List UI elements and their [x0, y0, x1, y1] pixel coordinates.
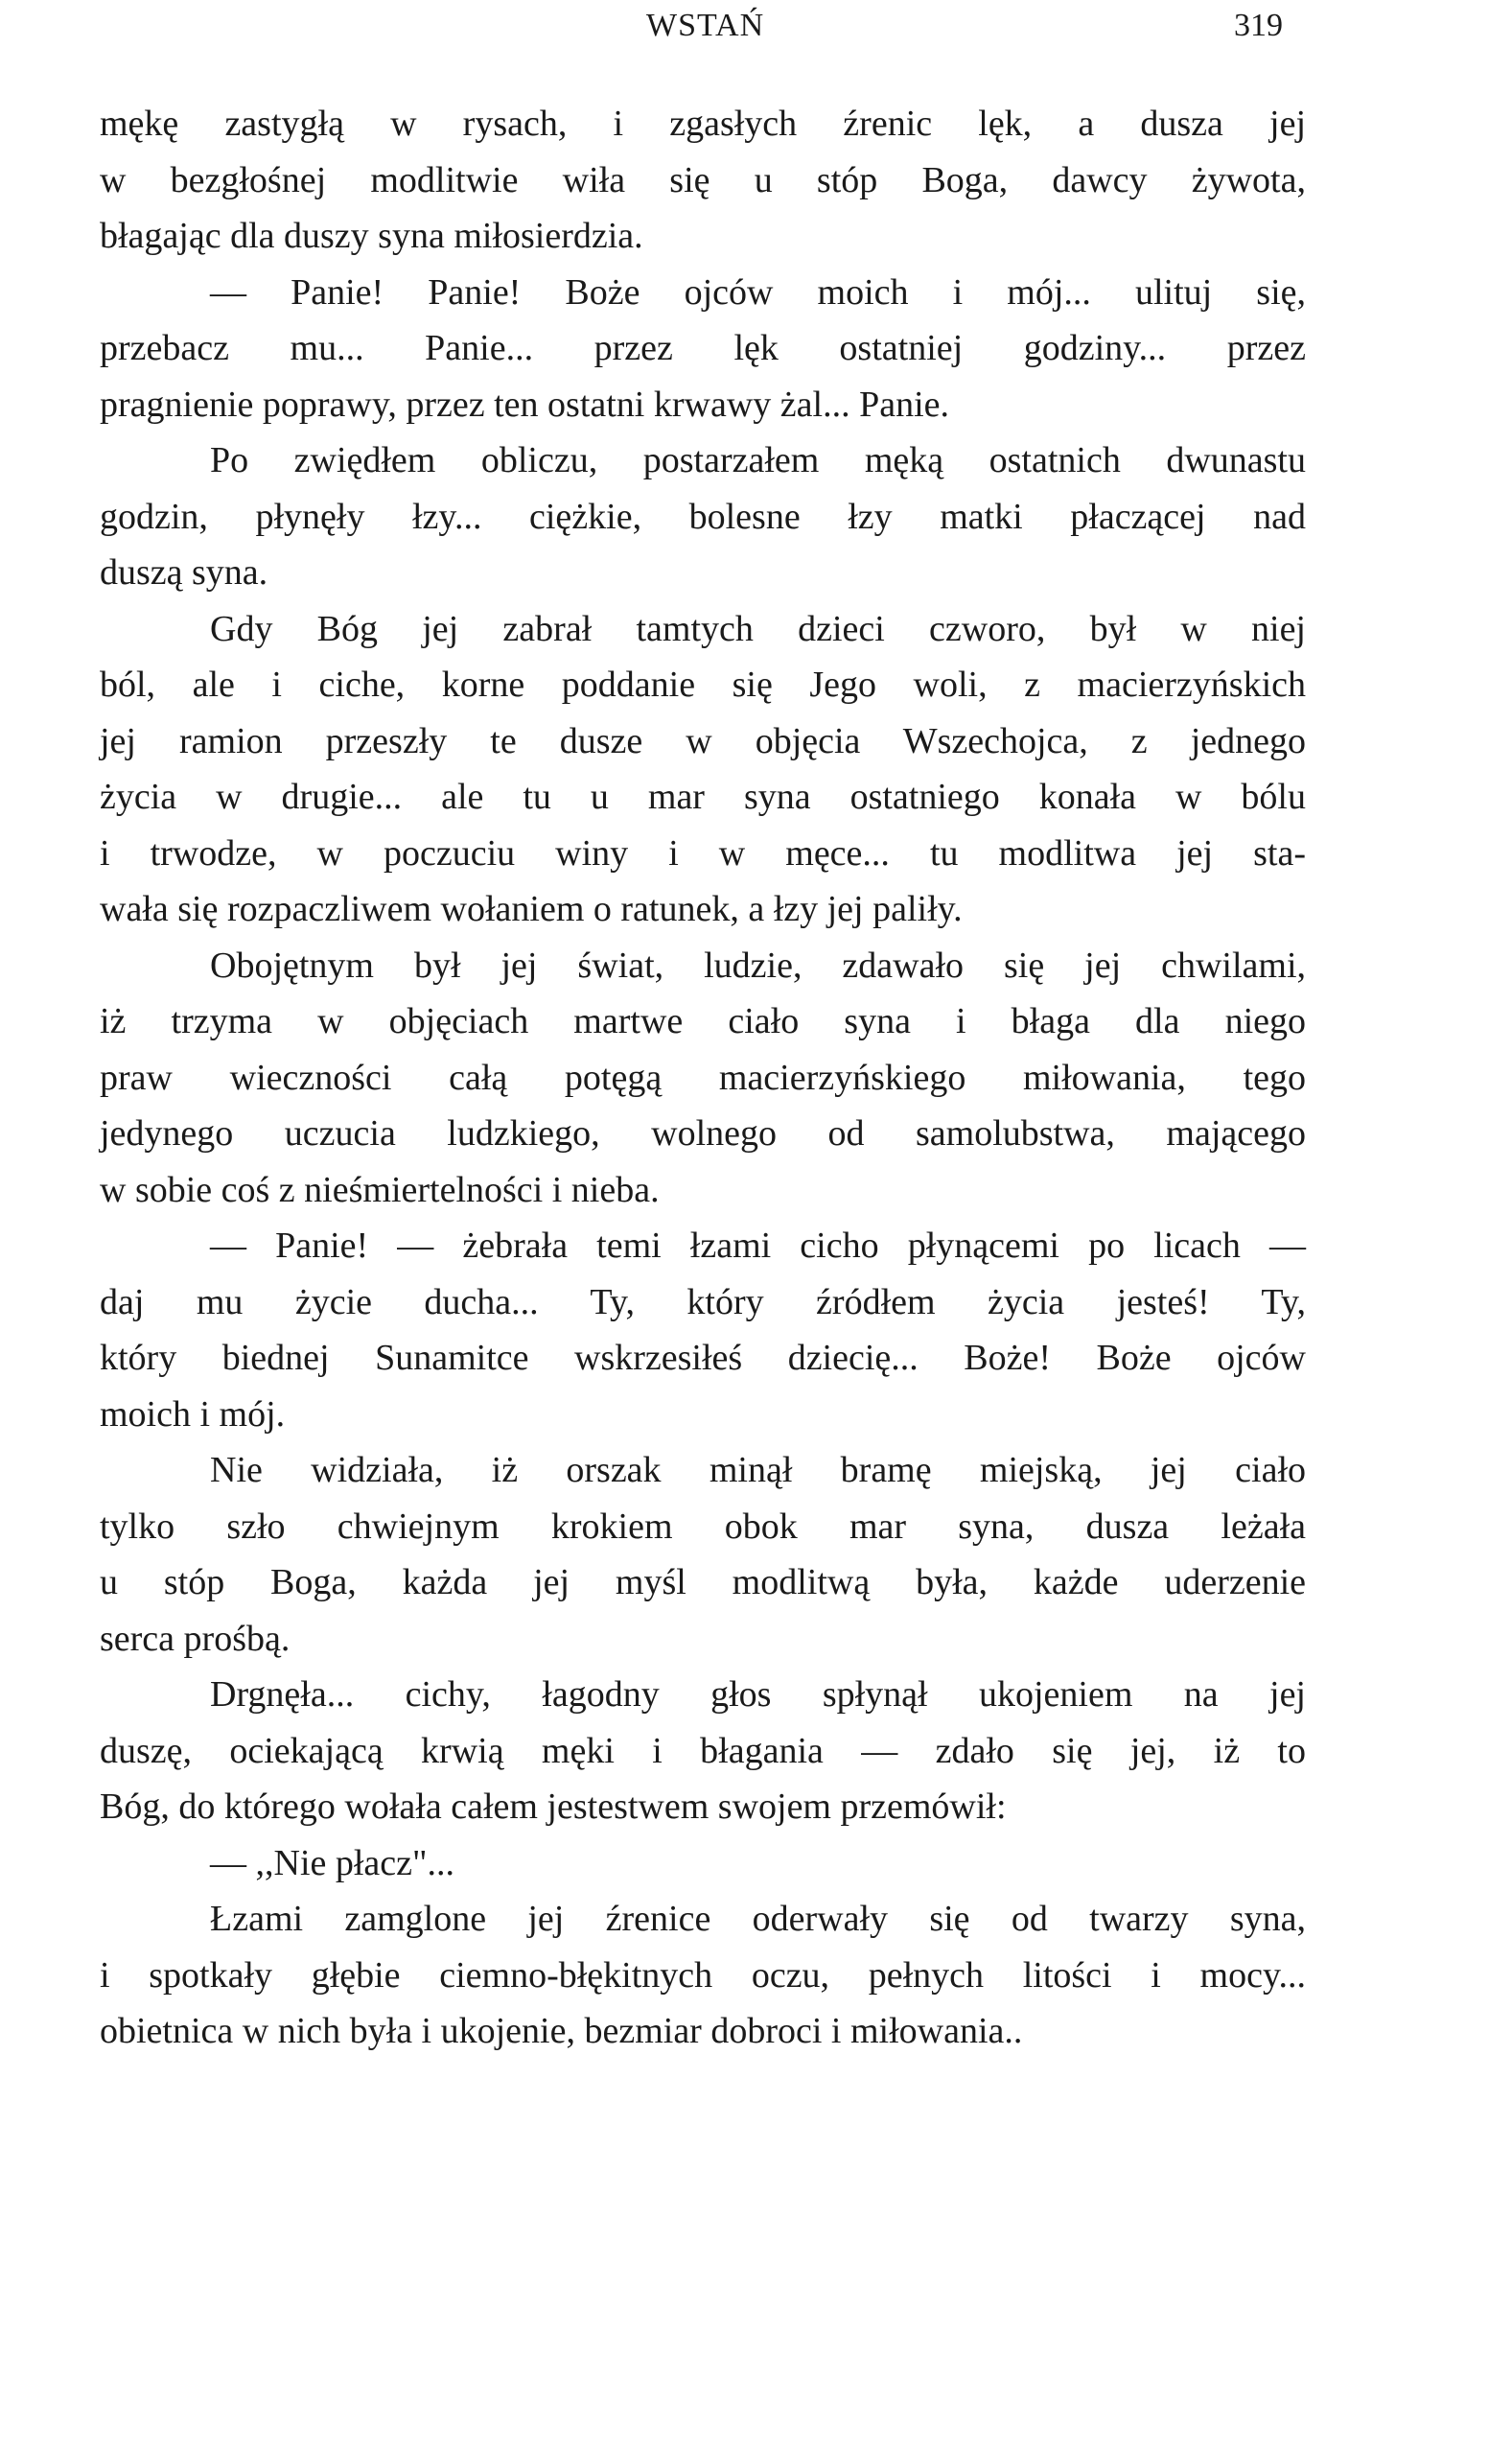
text-line: moich i mój.: [100, 1393, 286, 1435]
text-line: który biednej Sunamitce wskrzesiłeś dziecię... Boże! Boże ojców: [100, 1338, 1306, 1378]
text-line: w bezgłośnej modlitwie wiła się u stóp Boga, dawcy żywota,: [100, 159, 1306, 200]
text-line: obietnica w nich była i ukojenie, bezmiar dobroci i miłowania..: [100, 2011, 1023, 2051]
text-line: wała się rozpaczliwem wołaniem o ratunek, a łzy jej paliły.: [100, 889, 963, 929]
text-line: — ,,Nie płacz"...: [210, 1842, 455, 1883]
page-number: 319: [1234, 8, 1283, 43]
text-line: Gdy Bóg jej zabrał tamtych dzieci czworo, był w niej: [210, 608, 1306, 649]
text-line: tylko szło chwiejnym krokiem obok mar syna, dusza leżała: [100, 1506, 1306, 1547]
text-line: pragnienie poprawy, przez ten ostatni krwawy żal... Panie.: [100, 384, 949, 425]
text-line: praw wieczności całą potęgą macierzyńskiego miłowania, tego: [100, 1057, 1306, 1098]
text-line: ból, ale i ciche, korne poddanie się Jego woli, z macierzyńskich: [100, 665, 1306, 705]
text-line: jedynego uczucia ludzkiego, wolnego od samolubstwa, mającego: [100, 1113, 1306, 1154]
text-line: błagając dla duszy syna miłosierdzia.: [100, 216, 643, 256]
text-line: w sobie coś z nieśmiertelności i nieba.: [100, 1169, 660, 1210]
text-line: Bóg, do którego wołała całem jestestwem swojem przemówił:: [100, 1786, 1007, 1827]
text-line: — Panie! Panie! Boże ojców moich i mój... ulituj się,: [210, 271, 1306, 313]
text-line: życia w drugie... ale tu u mar syna ostatniego konała w bólu: [100, 777, 1306, 817]
text-line: — Panie! — żebrała temi łzami cicho płynącemi po licach —: [210, 1226, 1306, 1266]
text-line: jej ramion przeszły te dusze w objęcia Wszechojca, z jednego: [100, 720, 1306, 761]
text-line: u stóp Boga, każda jej myśl modlitwą była, każde uderzenie: [100, 1562, 1306, 1602]
text-line: duszą syna.: [100, 552, 268, 593]
body-text: [100, 96, 1306, 2060]
text-line: Łzami zamglone jej źrenice oderwały się od twarzy syna,: [210, 1899, 1306, 1939]
text-line: iż trzyma w objęciach martwe ciało syna i błaga dla niego: [100, 1001, 1306, 1041]
text-line: Nie widziała, iż orszak minął bramę miejską, jej ciało: [210, 1450, 1306, 1490]
text-line: Obojętnym był jej świat, ludzie, zdawało się jej chwilami,: [210, 945, 1306, 986]
text-line: Po zwiędłem obliczu, postarzałem męką ostatnich dwunastu: [210, 440, 1306, 480]
running-title: WSTAŃ: [646, 8, 765, 43]
text-line: przebacz mu... Panie... przez lęk ostatniej godziny... przez: [100, 328, 1306, 368]
text-line: i trwodze, w poczuciu winy i w męce... tu modlitwa jej sta-: [100, 832, 1306, 874]
text-line: duszę, ociekającą krwią męki i błagania — zdało się jej, iż to: [100, 1730, 1306, 1771]
text-line: godzin, płynęły łzy... ciężkie, bolesne łzy matki płaczącej nad: [100, 496, 1306, 537]
text-line: Drgnęła... cichy, łagodny głos spłynął ukojeniem na jej: [210, 1674, 1306, 1715]
text-line: serca prośbą.: [100, 1618, 291, 1659]
page-header: [0, 8, 1512, 65]
text-line: mękę zastygłą w rysach, i zgasłych źrenic lęk, a dusza jej: [100, 104, 1306, 144]
text-line: daj mu życie ducha... Ty, który źródłem życia jesteś! Ty,: [100, 1281, 1306, 1322]
text-line: i spotkały głębie ciemno-błękitnych oczu, pełnych litości i mocy...: [100, 1954, 1306, 1996]
